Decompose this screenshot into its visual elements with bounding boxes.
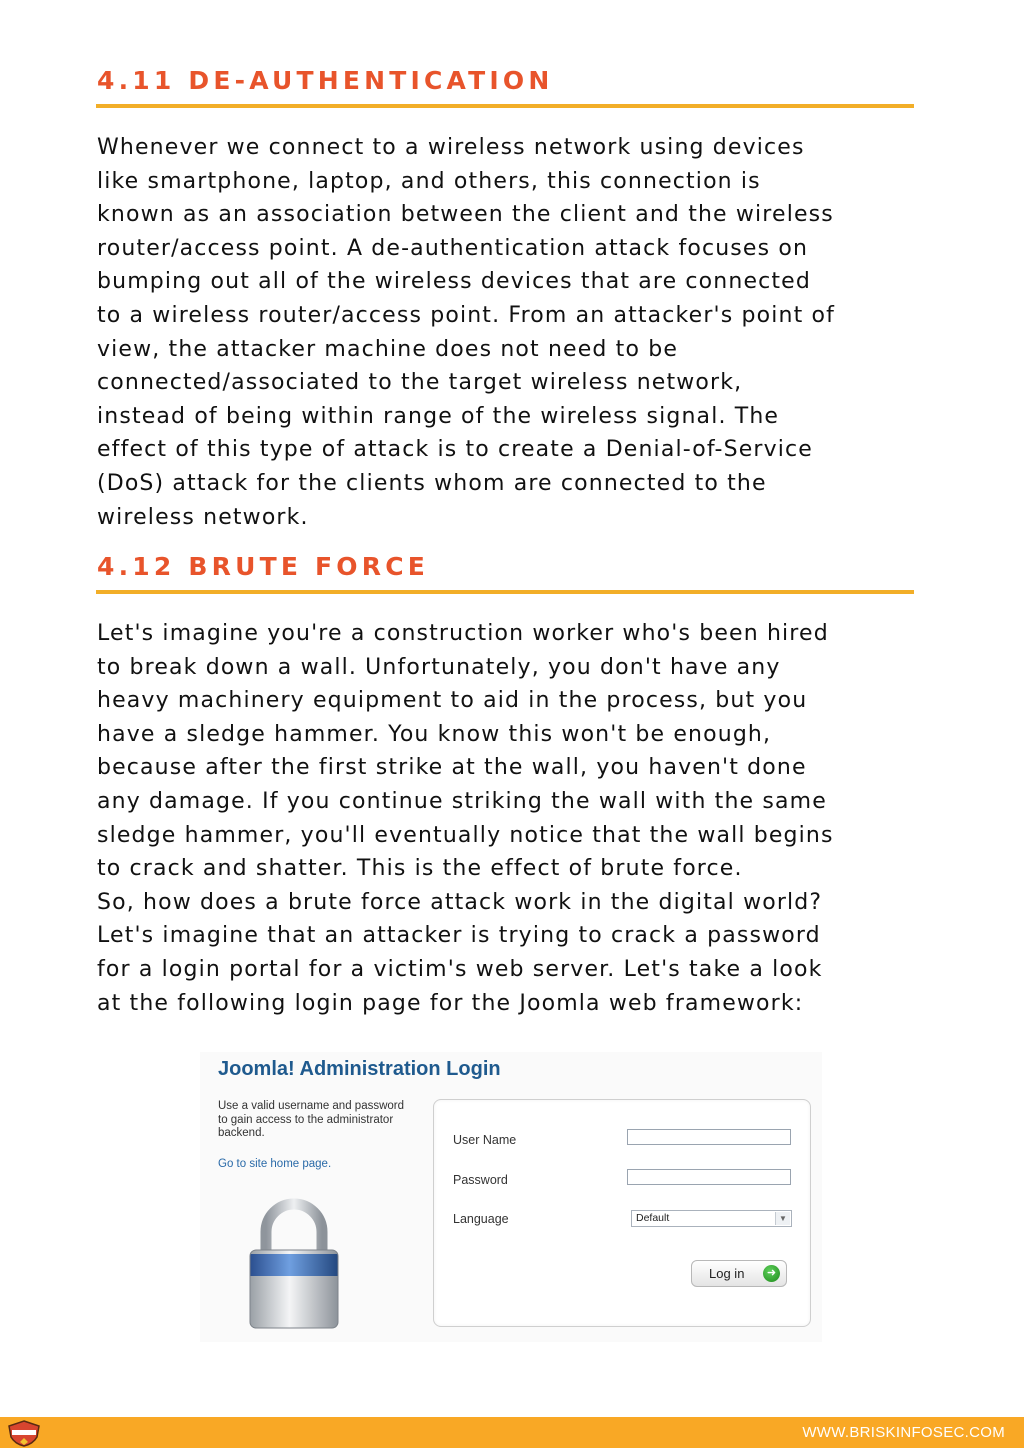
text-line: any damage. If you continue striking the wall with the same [97, 788, 827, 814]
text-line: heavy machinery equipment to aid in the process, but you [97, 688, 808, 714]
padlock-icon [244, 1192, 344, 1332]
text-line: instead of being within range of the wireless signal. The [97, 403, 780, 429]
text-line: for a login portal for a victim's web server. Let's take a look [97, 956, 823, 982]
brute-force-paragraph [97, 617, 834, 1020]
text-line: Let's imagine that an attacker is trying to crack a password [97, 923, 821, 949]
text-line: So, how does a brute force attack work in the digital world? [97, 889, 823, 915]
login-form [433, 1099, 811, 1327]
password-input[interactable] [627, 1169, 791, 1185]
arrow-go-icon: ➜ [763, 1265, 780, 1282]
language-label: Language [453, 1212, 509, 1226]
text-line: Whenever we connect to a wireless network using devices [97, 135, 805, 160]
text-line: to a wireless router/access point. From an attacker's point of [97, 302, 835, 328]
text-line: because after the first strike at the wall, you haven't done [97, 755, 807, 781]
text-line: known as an association between the client and the wireless [97, 202, 834, 228]
section-divider [96, 590, 914, 594]
text-line: effect of this type of attack is to create a Denial-of-Service [97, 437, 813, 463]
language-selected-value: Default [636, 1212, 670, 1224]
username-label: User Name [453, 1133, 517, 1147]
instruction-line: backend. [218, 1127, 265, 1139]
text-line: sledge hammer, you'll eventually notice that the wall begins [97, 822, 834, 848]
text-line: like smartphone, laptop, and others, this connection is [97, 168, 761, 194]
text-line: view, the attacker machine does not need to be [97, 336, 679, 362]
text-line: wireless network. [97, 504, 309, 530]
section-divider [96, 104, 914, 108]
website-url[interactable]: WWW.BRISKINFOSEC.COM [802, 1424, 1005, 1441]
text-line: (DoS) attack for the clients whom are connected to the [97, 470, 767, 496]
text-line: router/access point. A de-authentication attack focuses on [97, 235, 809, 261]
instruction-line: Use a valid username and password [218, 1100, 405, 1112]
text-line: to break down a wall. Unfortunately, you don't have any [97, 654, 781, 680]
site-home-link[interactable]: Go to site home page. [218, 1158, 332, 1170]
login-button[interactable] [691, 1260, 787, 1287]
text-line: bumping out all of the wireless devices that are connected [97, 269, 811, 295]
section-title-deauthentication: 4.11 DE-AUTHENTICATION [97, 66, 554, 95]
text-line: at the following login page for the Joomla web framework: [97, 990, 804, 1016]
brisk-infosec-logo [6, 1419, 42, 1447]
deauthentication-paragraph [97, 131, 835, 534]
joomla-login-screenshot [200, 1052, 822, 1342]
joomla-login-title: Joomla! Administration Login [218, 1058, 501, 1080]
page-footer [0, 1417, 1024, 1448]
password-label: Password [453, 1173, 508, 1187]
text-line: connected/associated to the target wireless network, [97, 370, 743, 396]
text-line: Let's imagine you're a construction worker who's been hired [97, 621, 829, 646]
text-line: have a sledge hammer. You know this won't be enough, [97, 721, 772, 747]
login-button-label: Log in [709, 1266, 745, 1281]
text-line: to crack and shatter. This is the effect of brute force. [97, 856, 743, 882]
username-input[interactable] [627, 1129, 791, 1145]
instruction-line: to gain access to the administrator [218, 1113, 394, 1126]
language-select[interactable] [631, 1210, 792, 1227]
section-title-brute-force: 4.12 BRUTE FORCE [97, 552, 430, 581]
chevron-down-icon[interactable]: ▼ [775, 1212, 790, 1225]
login-instructions [218, 1100, 433, 1141]
